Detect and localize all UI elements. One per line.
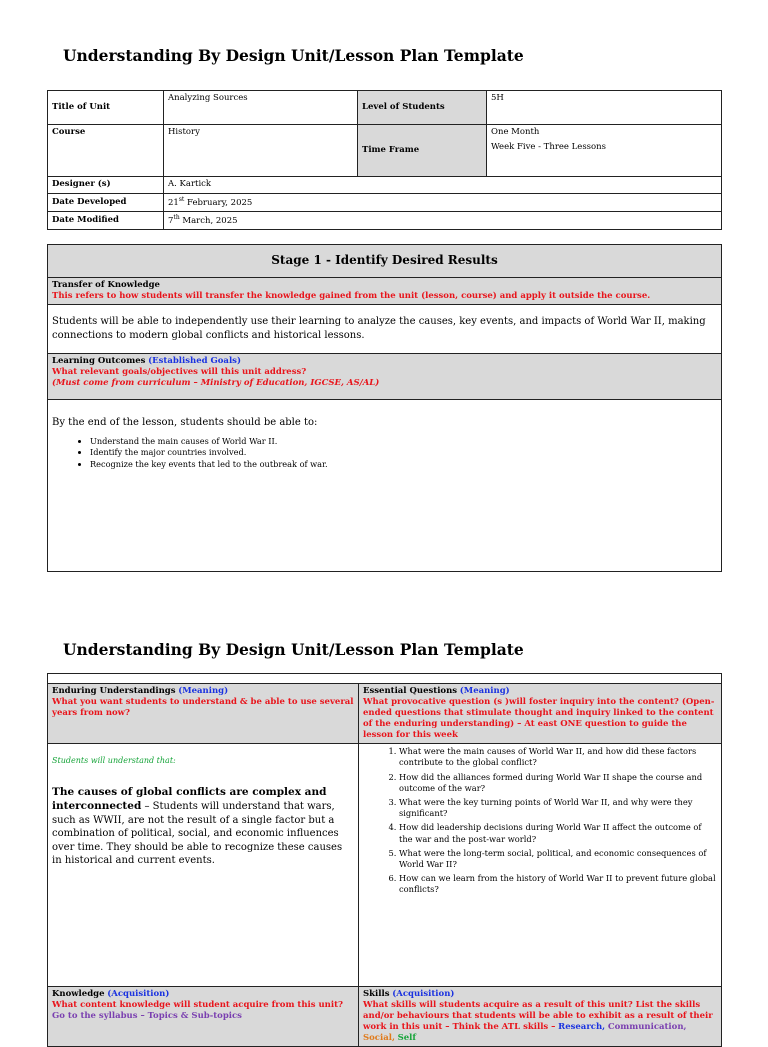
knowledge-tag: (Acquisition) (107, 989, 170, 1000)
skills-hint-block (363, 1000, 717, 1044)
outcomes-list (52, 436, 717, 470)
skills-hint: What skills will students acquire as a result of this unit? List the skills and/or behaviours that students will be able to exhibit as a result of their work in this unit – Think the ATL skills – (363, 1000, 713, 1033)
title-of-unit-value[interactable]: Analyzing Sources (164, 91, 358, 125)
understandings-table (47, 673, 722, 1047)
enduring-text (52, 785, 354, 868)
outcomes-hint1: What relevant goals/objectives will this unit address? (52, 367, 307, 378)
outcomes-header (48, 354, 722, 400)
outcomes-hint2: (Must come from curriculum – Ministry of Education, IGCSE, AS/AL) (52, 378, 380, 389)
enduring-header (48, 684, 359, 744)
question-item: 6. How can we learn from the history of World War II to prevent future global conflicts? (399, 873, 717, 895)
course-value[interactable]: History (164, 125, 358, 177)
enduring-hint: What you want students to understand & be able to use several years from now? (52, 697, 354, 719)
outcome-item: • Understand the main causes of World War II. (90, 436, 717, 447)
transfer-text[interactable]: Students will be able to independently use their learning to analyze the causes, key events, and impacts of World War II, making connections to modern global conflicts and historical lessons. (48, 305, 722, 354)
question-item: 5. What were the long-term social, political, and economic consequences of World War II? (399, 848, 717, 870)
spacer-row (48, 674, 722, 684)
question-item: 2. How did the alliances formed during World War II shape the course and outcome of the war? (399, 772, 717, 794)
transfer-header (48, 278, 722, 305)
time-frame-value[interactable] (487, 125, 722, 177)
essential-header (359, 684, 722, 744)
date-developed-label: Date Developed (48, 194, 164, 212)
enduring-tag: (Meaning) (178, 686, 229, 696)
knowledge-hint2: Go to the syllabus – Topics & Sub-topics (52, 1011, 242, 1022)
transfer-hint: This refers to how students will transfer the knowledge gained from the unit (lesson, course) and apply it outside the course. (52, 291, 651, 302)
essential-hint: What provocative question (s )will foster inquiry into the content? (Open-ended questions that stimulate thought and inquiry linked to the content of the enduring understanding) – At east ONE question to guide the lesson for this week (363, 697, 715, 741)
knowledge-hint: What content knowledge will student acquire from this unit? (52, 1000, 343, 1011)
page2-title: Understanding By Design Unit/Lesson Plan Template (63, 640, 524, 659)
date-developed-rest: February, 2025 (184, 197, 253, 208)
date-modified-label: Date Modified (48, 211, 164, 229)
unit-info-table (47, 90, 722, 230)
essential-body[interactable] (359, 744, 722, 987)
skills-tag: (Acquisition) (392, 989, 455, 1000)
enduring-intro: Students will understand that: (52, 756, 176, 766)
date-developed-value[interactable] (164, 194, 722, 212)
outcomes-body[interactable] (48, 400, 722, 572)
stage1-table (47, 244, 722, 572)
date-developed-day: 21 (168, 197, 179, 208)
course-label: Course (48, 125, 164, 177)
transfer-label: Transfer of Knowledge (52, 280, 160, 290)
time-frame-line1: One Month (491, 127, 540, 137)
question-item: 1. What were the main causes of World War II, and how did these factors contribute to the global conflict? (399, 746, 717, 768)
title-of-unit-label: Title of Unit (48, 91, 164, 125)
time-frame-label: Time Frame (358, 125, 487, 177)
enduring-body[interactable] (48, 744, 359, 987)
page-title: Understanding By Design Unit/Lesson Plan Template (63, 46, 524, 65)
level-of-students-label: Level of Students (358, 91, 487, 125)
essential-label: Essential Questions (363, 686, 458, 696)
outcome-item: • Recognize the key events that led to the outbreak of war. (90, 459, 717, 470)
knowledge-header (48, 987, 359, 1047)
date-modified-value[interactable] (164, 211, 722, 229)
skill-self: Self (397, 1033, 417, 1044)
date-modified-suffix: th (173, 213, 180, 221)
date-modified-rest: March, 2025 (179, 215, 238, 226)
enduring-bold-lead: The causes of global conflicts are complex and interconnected (52, 785, 327, 813)
question-item: 4. How did leadership decisions during World War II affect the outcome of the war and the post-war world? (399, 822, 717, 844)
designer-label: Designer (s) (48, 177, 164, 194)
outcome-item: • Identify the major countries involved. (90, 447, 717, 458)
essential-tag: (Meaning) (459, 686, 510, 696)
outcomes-intro: By the end of the lesson, students should be able to: (52, 417, 318, 429)
time-frame-line2: Week Five - Three Lessons (491, 142, 607, 153)
question-item: 3. What were the key turning points of World War II, and why were they significant? (399, 797, 717, 819)
enduring-rest: – Students will understand that wars, such as WWII, are not the result of a single factor but a combination of political, social, and economic influences over time. They should be able to recognize these causes in historical and current events. (52, 801, 343, 867)
date-developed-suffix: st (178, 196, 185, 203)
skills-label: Skills (363, 989, 390, 1000)
skill-research: Research, (558, 1022, 606, 1033)
skill-social: Social, (363, 1033, 395, 1044)
stage1-title: Stage 1 - Identify Desired Results (48, 245, 722, 278)
enduring-label: Enduring Understandings (52, 686, 176, 696)
outcomes-tag: (Established Goals) (148, 356, 241, 367)
skill-communication: Communication, (607, 1022, 687, 1033)
questions-list (363, 746, 717, 895)
outcomes-label: Learning Outcomes (52, 356, 146, 367)
level-of-students-value[interactable]: 5H (487, 91, 722, 125)
knowledge-label: Knowledge (52, 989, 105, 1000)
date-modified-day: 7 (168, 215, 174, 226)
designer-value[interactable]: A. Kartick (164, 177, 722, 194)
skills-header (359, 987, 722, 1047)
